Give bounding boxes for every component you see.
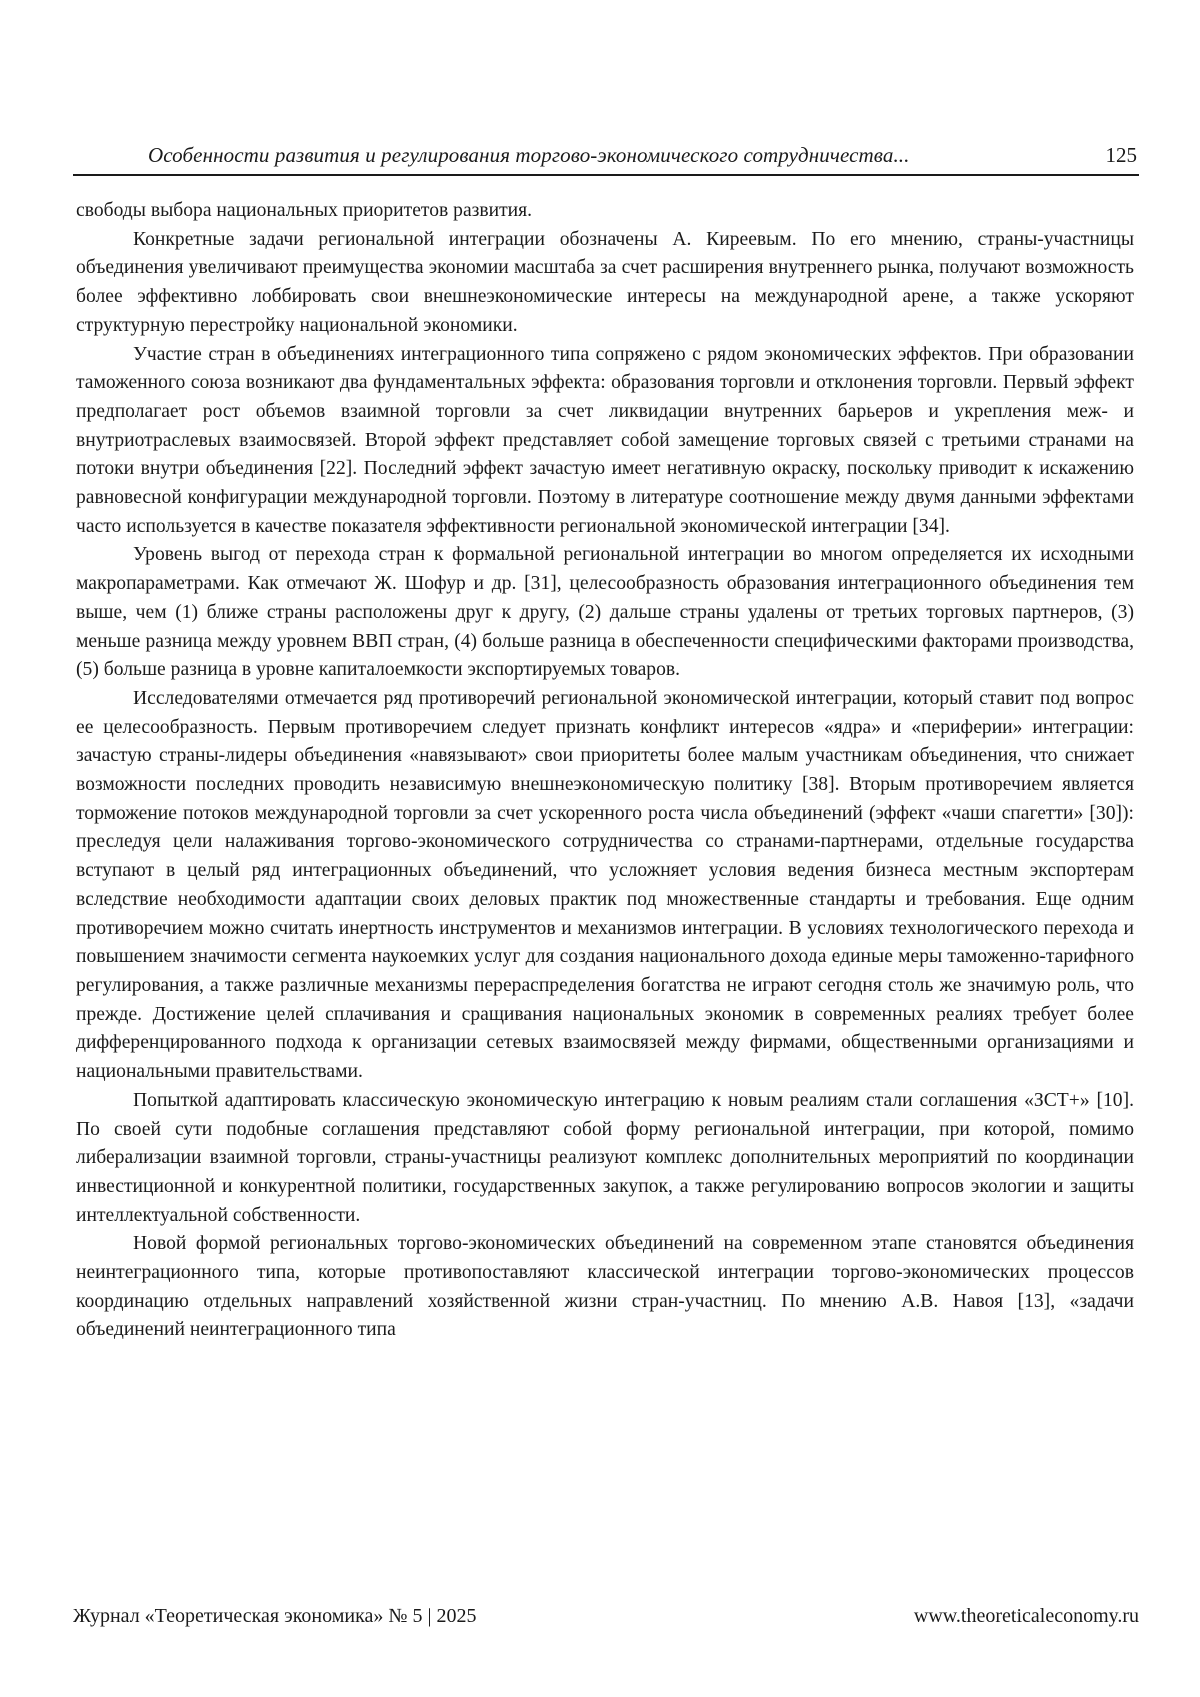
paragraph-continuation: свободы выбора национальных приоритетов развития. [76,197,1134,226]
paragraph: Попыткой адаптировать классическую экономическую интеграцию к новым реалиям стали соглашения «ЗСТ+» [10]. По своей сути подобные соглашения представляют собой форму региональной интеграции, при которой, помимо либерализации взаимной торговли, страны-участницы реализуют комплекс дополнительных мероприятий по координации инвестиционной и конкурентной политики, государственных закупок, а также регулированию вопросов экологии и защиты интеллектуальной собственности. [76,1087,1134,1231]
paragraph: Участие стран в объединениях интеграционного типа сопряжено с рядом экономических эффектов. При образовании таможенного союза возникают два фундаментальных эффекта: образования торговли и отклонения торговли. Первый эффект предполагает рост объемов взаимной торговли за счет ликвидации внутренних барьеров и укрепления меж- и внутриотраслевых взаимосвязей. Второй эффект представляет собой замещение торговых связей с третьими странами на потоки внутри объединения [22]. Последний эффект зачастую имеет негативную окраску, поскольку приводит к искажению равновесной конфигурации международной торговли. Поэтому в литературе соотношение между двумя данными эффектами часто используется в качестве показателя эффективности региональной экономической интеграции [34]. [76,341,1134,542]
journal-website-link[interactable]: www.theoreticaleconomy.ru [914,1605,1139,1628]
paragraph: Новой формой региональных торгово-экономических объединений на современном этапе становятся объединения неинтеграционного типа, которые противопоставляют классической интеграции торгово-экономических процессов координацию отдельных направлений хозяйственной жизни стран-участниц. По мнению А.В. Навоя [13], «задачи объединений неинтеграционного типа [76,1230,1134,1345]
page-number: 125 [1106,143,1138,168]
paragraph: Исследователями отмечается ряд противоречий региональной экономической интеграции, который ставит под вопрос ее целесообразность. Первым противоречием следует признать конфликт интересов «ядра» и «периферии» интеграции: зачастую страны-лидеры объединения «навязывают» свои приоритеты более малым участникам объединения, что снижает возможности последних проводить независимую внешнеэкономическую политику [38]. Вторым противоречием является торможение потоков международной торговли за счет ускоренного роста числа объединений (эффект «чаши спагетти» [30]): преследуя цели налаживания торгово-экономического сотрудничества со странами-партнерами, отдельные государства вступают в целый ряд интеграционных объединений, что усложняет условия ведения бизнеса местным экспортерам вследствие необходимости адаптации своих деловых практик под множественные стандарты и требования. Еще одним противоречием можно считать инертность инструментов и механизмов интеграции. В условиях технологического перехода и повышением значимости сегмента наукоемких услуг для создания национального дохода единые меры таможенно-тарифного регулирования, а также различные механизмы перераспределения богатства не играют сегодня столь же значимую роль, что прежде. Достижение целей сплачивания и сращивания национальных экономик в современных реалиях требует более дифференцированного подхода к организации сетевых взаимосвязей между фирмами, общественными организациями и национальными правительствами. [76,685,1134,1087]
paragraph: Уровень выгод от перехода стран к формальной региональной интеграции во многом определяется их исходными макропараметрами. Как отмечают Ж. Шофур и др. [31], целесообразность образования интеграционного объединения тем выше, чем (1) ближе страны расположены друг к другу, (2) дальше страны удалены от третьих торговых партнеров, (3) меньше разница между уровнем ВВП стран, (4) больше разница в обеспеченности специфическими факторами производства, (5) больше разница в уровне капиталоемкости экспортируемых товаров. [76,541,1134,685]
paragraph: Конкретные задачи региональной интеграции обозначены А. Киреевым. По его мнению, страны-участницы объединения увеличивают преимущества экономии масштаба за счет расширения внутреннего рынка, получают возможность более эффективно лоббировать свои внешнеэкономические интересы на международной арене, а также ускоряют структурную перестройку национальной экономики. [76,226,1134,341]
running-header [73,140,1139,176]
journal-page [0,0,1200,1697]
article-body [76,197,1134,1345]
page-footer [73,1605,1139,1635]
journal-citation: Журнал «Теоретическая экономика» № 5 | 2025 [73,1605,476,1628]
running-title: Особенности развития и регулирования торгово-экономического сотрудничества... [148,143,910,168]
